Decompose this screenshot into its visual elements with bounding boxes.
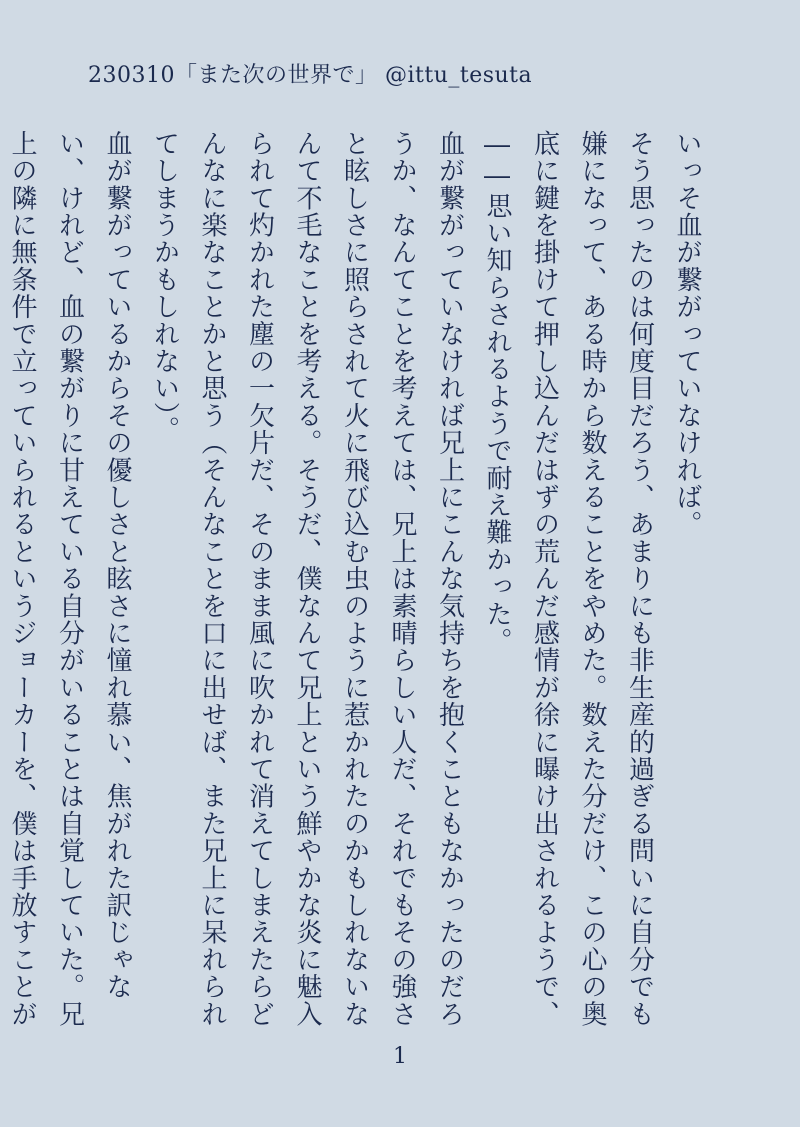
- paragraph: いっそ血が繋がっていなければ。: [672, 130, 702, 538]
- document-header: 230310「また次の世界で」 @ittu_tesuta: [88, 63, 533, 88]
- paragraph: 血が繋がっていなければ兄上にこんな気持ちを抱くこともなかったのだろうか、なんてことを考えては、兄上は素晴らしい人だ、それでもその強さと眩しさに照らされて火に飛び込む虫のように惹かれたのかもしれないなんて不毛なことを考える。そうだ、僕なんて兄上という鮮やかな炎に魅入られて灼かれた塵の一欠片だ、そのまま風に吹かれて消えてしまえたらどんなに楽なことかと思う（そんなことを口に出せば、また兄上に呆れられてしまうかもしれない）。: [149, 130, 465, 1028]
- page-number: 1: [393, 1044, 407, 1069]
- paragraph: そう思ったのは何度目だろう、あまりにも非生産的過ぎる問いに自分でも嫌になって、ある時から数えることをやめた。数えた分だけ、この心の奥底に鍵を掛けて押し込んだはずの荒んだ感情が徐に曝け出されるようで、――思い知らされるようで耐え難かった。: [482, 130, 655, 1028]
- vertical-text-body: [7, 130, 710, 1030]
- paragraph: 血が繋がっているからその優しさと眩さに憧れ慕い、焦がれた訳じゃない、けれど、血の繋がりに甘えている自分がいることは自覚していた。兄上の隣に無条件で立っていられるというジョーカーを、僕は手放すことが: [7, 130, 132, 1028]
